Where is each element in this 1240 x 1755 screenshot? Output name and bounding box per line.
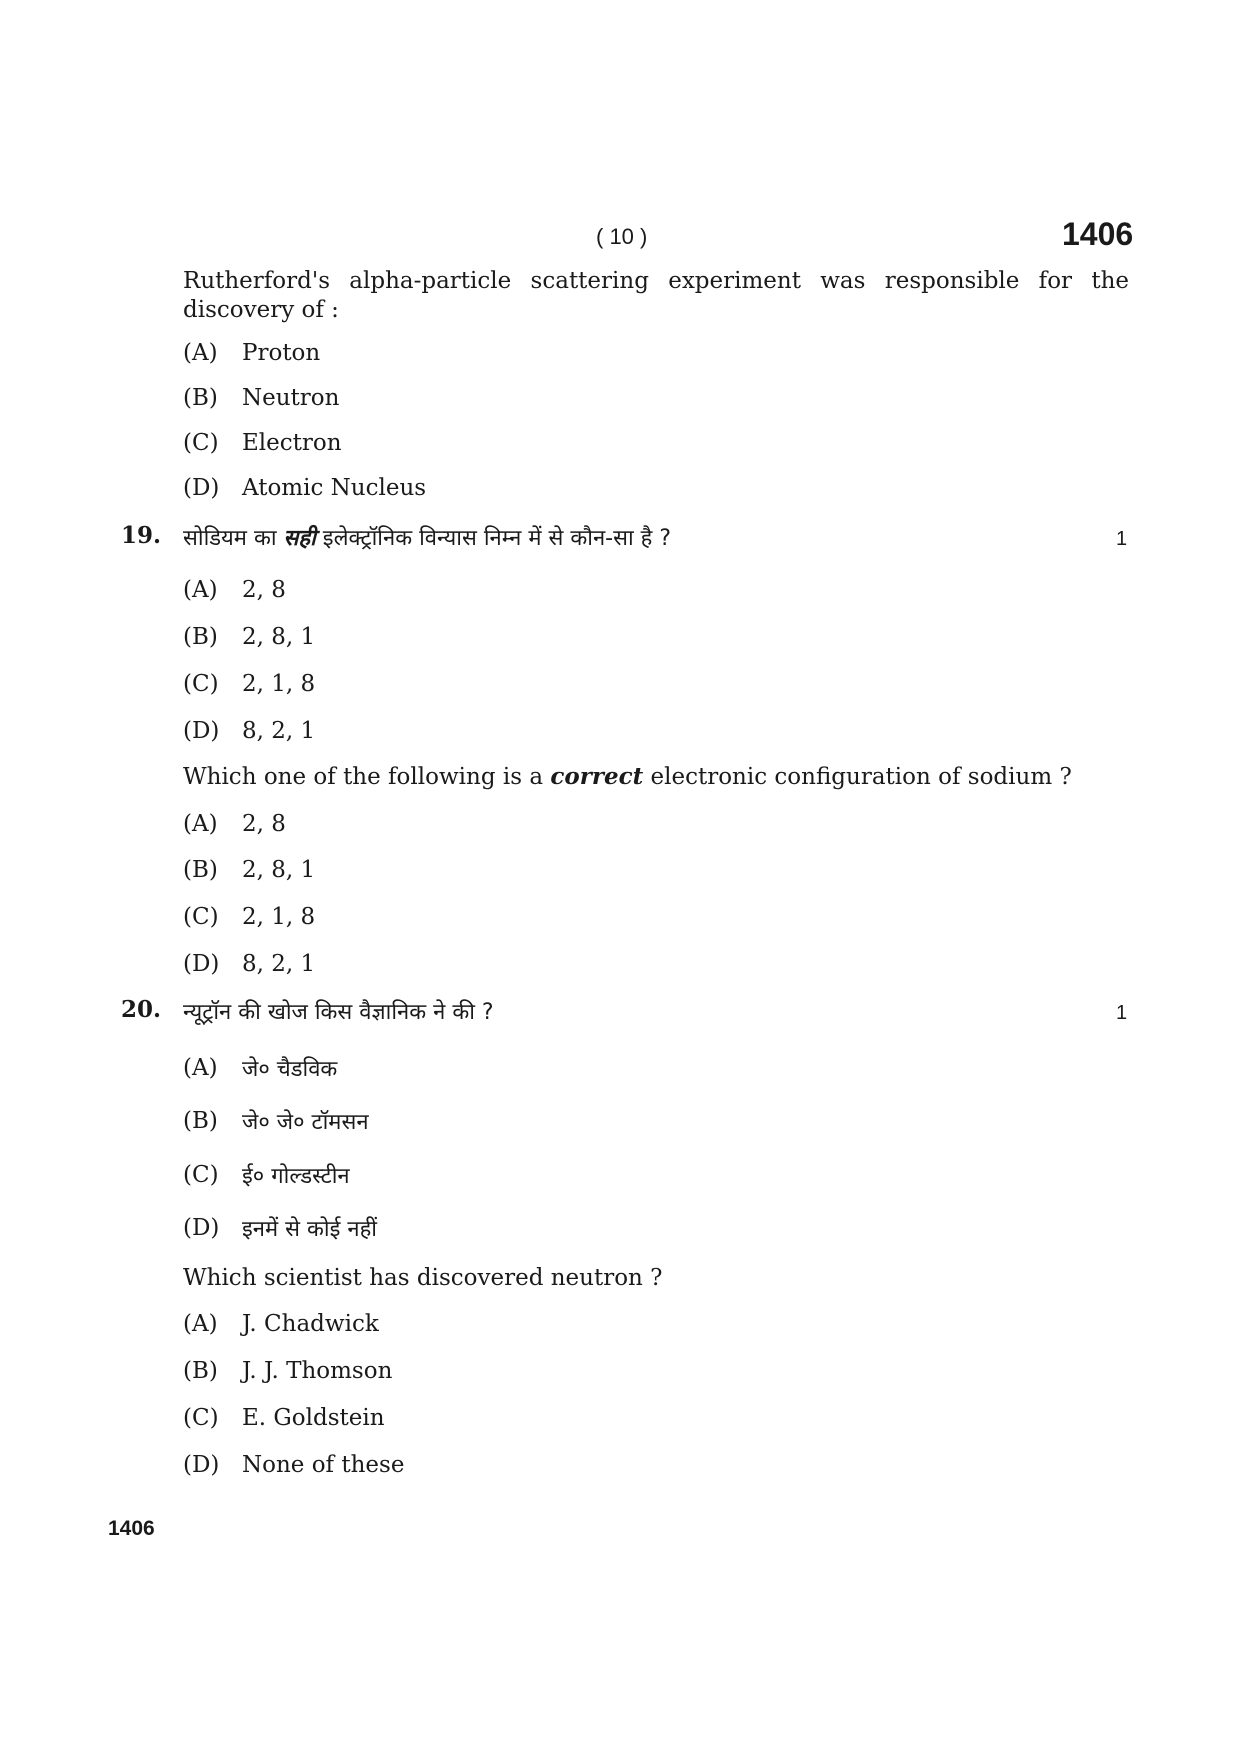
hindi-text-part: सोडियम का — [183, 526, 284, 551]
option-label: (C) — [183, 1405, 219, 1431]
question-19-english-text — [183, 762, 1072, 792]
option-text: जे० चैडविक — [242, 1057, 338, 1082]
option-label: (A) — [183, 1311, 218, 1337]
option-text: Electron — [242, 430, 342, 456]
option-text: None of these — [242, 1452, 405, 1478]
option-label: (A) — [183, 1055, 218, 1081]
option-text: J. Chadwick — [242, 1311, 379, 1337]
question-18-text-line-2: discovery of : — [183, 297, 339, 323]
question-number: 19. — [121, 522, 162, 549]
option-label: (A) — [183, 577, 218, 603]
option-label: (D) — [183, 718, 220, 744]
option-text: E. Goldstein — [242, 1405, 385, 1431]
option-text: 8, 2, 1 — [242, 718, 316, 744]
option-text: 8, 2, 1 — [242, 951, 316, 977]
option-text: Neutron — [242, 385, 340, 411]
option-text: J. J. Thomson — [242, 1358, 393, 1384]
option-label: (D) — [183, 951, 220, 977]
option-label: (C) — [183, 1162, 219, 1188]
option-label: (A) — [183, 340, 218, 366]
option-label: (B) — [183, 1358, 218, 1384]
option-text: 2, 1, 8 — [242, 904, 316, 930]
option-text: 2, 8 — [242, 811, 286, 837]
option-text: 2, 8, 1 — [242, 624, 316, 650]
paper-code: 1406 — [1062, 216, 1134, 252]
hindi-text-part: इलेक्ट्रॉनिक विन्यास निम्न में से कौन-सा है ? — [315, 526, 672, 551]
option-text: ई० गोल्डस्टीन — [242, 1164, 350, 1189]
option-label: (D) — [183, 475, 220, 501]
footer-paper-code: 1406 — [108, 1517, 155, 1540]
option-text: जे० जे० टॉमसन — [242, 1110, 369, 1135]
question-20-hindi-text: न्यूट्रॉन की खोज किस वैज्ञानिक ने की ? — [183, 1000, 494, 1025]
question-marks: 1 — [1116, 1002, 1128, 1024]
question-18-text-line-1: Rutherford's alpha-particle scattering experiment was responsible for the — [183, 268, 1129, 294]
option-label: (B) — [183, 385, 218, 411]
english-text-part: electronic configuration of sodium ? — [643, 764, 1072, 790]
option-label: (B) — [183, 624, 218, 650]
option-text: 2, 1, 8 — [242, 671, 316, 697]
option-label: (B) — [183, 857, 218, 883]
hindi-emphasis: सही — [283, 526, 316, 551]
question-number: 20. — [121, 996, 162, 1023]
question-marks: 1 — [1116, 528, 1128, 550]
option-label: (A) — [183, 811, 218, 837]
page-number: ( 10 ) — [596, 224, 648, 249]
option-label: (B) — [183, 1108, 218, 1134]
option-text: इनमें से कोई नहीं — [242, 1217, 378, 1242]
option-text: Atomic Nucleus — [242, 475, 427, 501]
option-label: (C) — [183, 430, 219, 456]
question-20-english-text: Which scientist has discovered neutron ? — [183, 1265, 663, 1291]
question-19-hindi-text — [183, 522, 671, 552]
english-emphasis: correct — [550, 763, 644, 790]
english-text-part: Which one of the following is a — [183, 764, 551, 790]
option-text: Proton — [242, 340, 321, 366]
option-label: (D) — [183, 1452, 220, 1478]
option-text: 2, 8 — [242, 577, 286, 603]
option-label: (D) — [183, 1215, 220, 1241]
option-label: (C) — [183, 904, 219, 930]
option-text: 2, 8, 1 — [242, 857, 316, 883]
option-label: (C) — [183, 671, 219, 697]
